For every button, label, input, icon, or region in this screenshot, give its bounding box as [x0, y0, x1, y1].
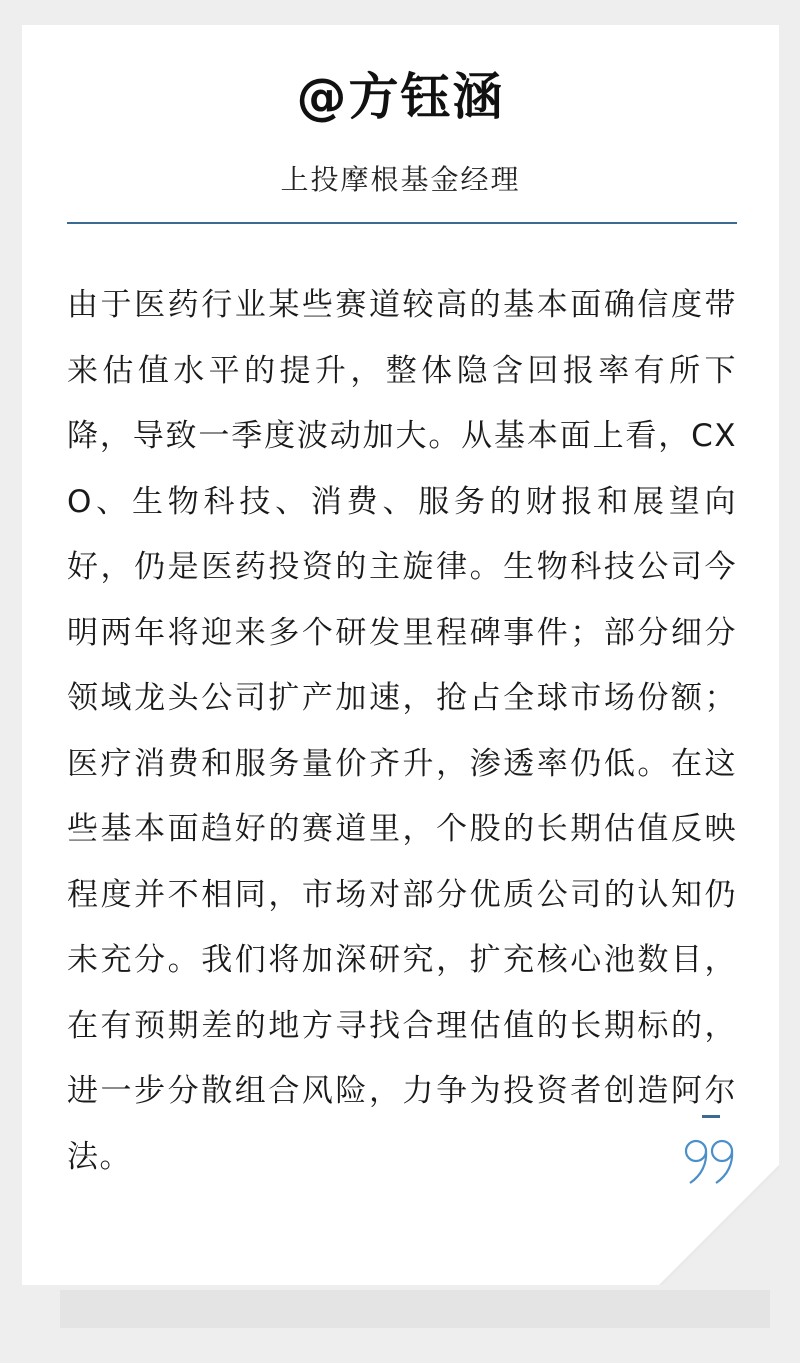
closing-quote-icon	[680, 1113, 740, 1193]
author-name: @方钰涵	[296, 68, 505, 126]
background-sheet	[60, 1290, 770, 1328]
divider	[67, 222, 737, 224]
author-role: 上投摩根基金经理	[280, 163, 521, 196]
quote-card	[22, 25, 779, 1285]
quote-text: 由于医药行业某些赛道较高的基本面确信度带来估值水平的提升，整体隐含回报率有所下降，导致一季度波动加大。从基本面上看，CXO、生物科技、消费、服务的财报和展望向好，仍是医药投资的主旋律。生物科技公司今明两年将迎来多个研发里程碑事件；部分细分领域龙头公司扩产加速，抢占全球市场份额；医疗消费和服务量价齐升，渗透率仍低。在这些基本面趋好的赛道里，个股的长期估值反映程度并不相同，市场对部分优质公司的认知仍未充分。我们将加深研究，扩充核心池数目，在有预期差的地方寻找合理估值的长期标的，进一步分散组合风险，力争为投资者创造阿尔法。	[67, 287, 737, 1175]
